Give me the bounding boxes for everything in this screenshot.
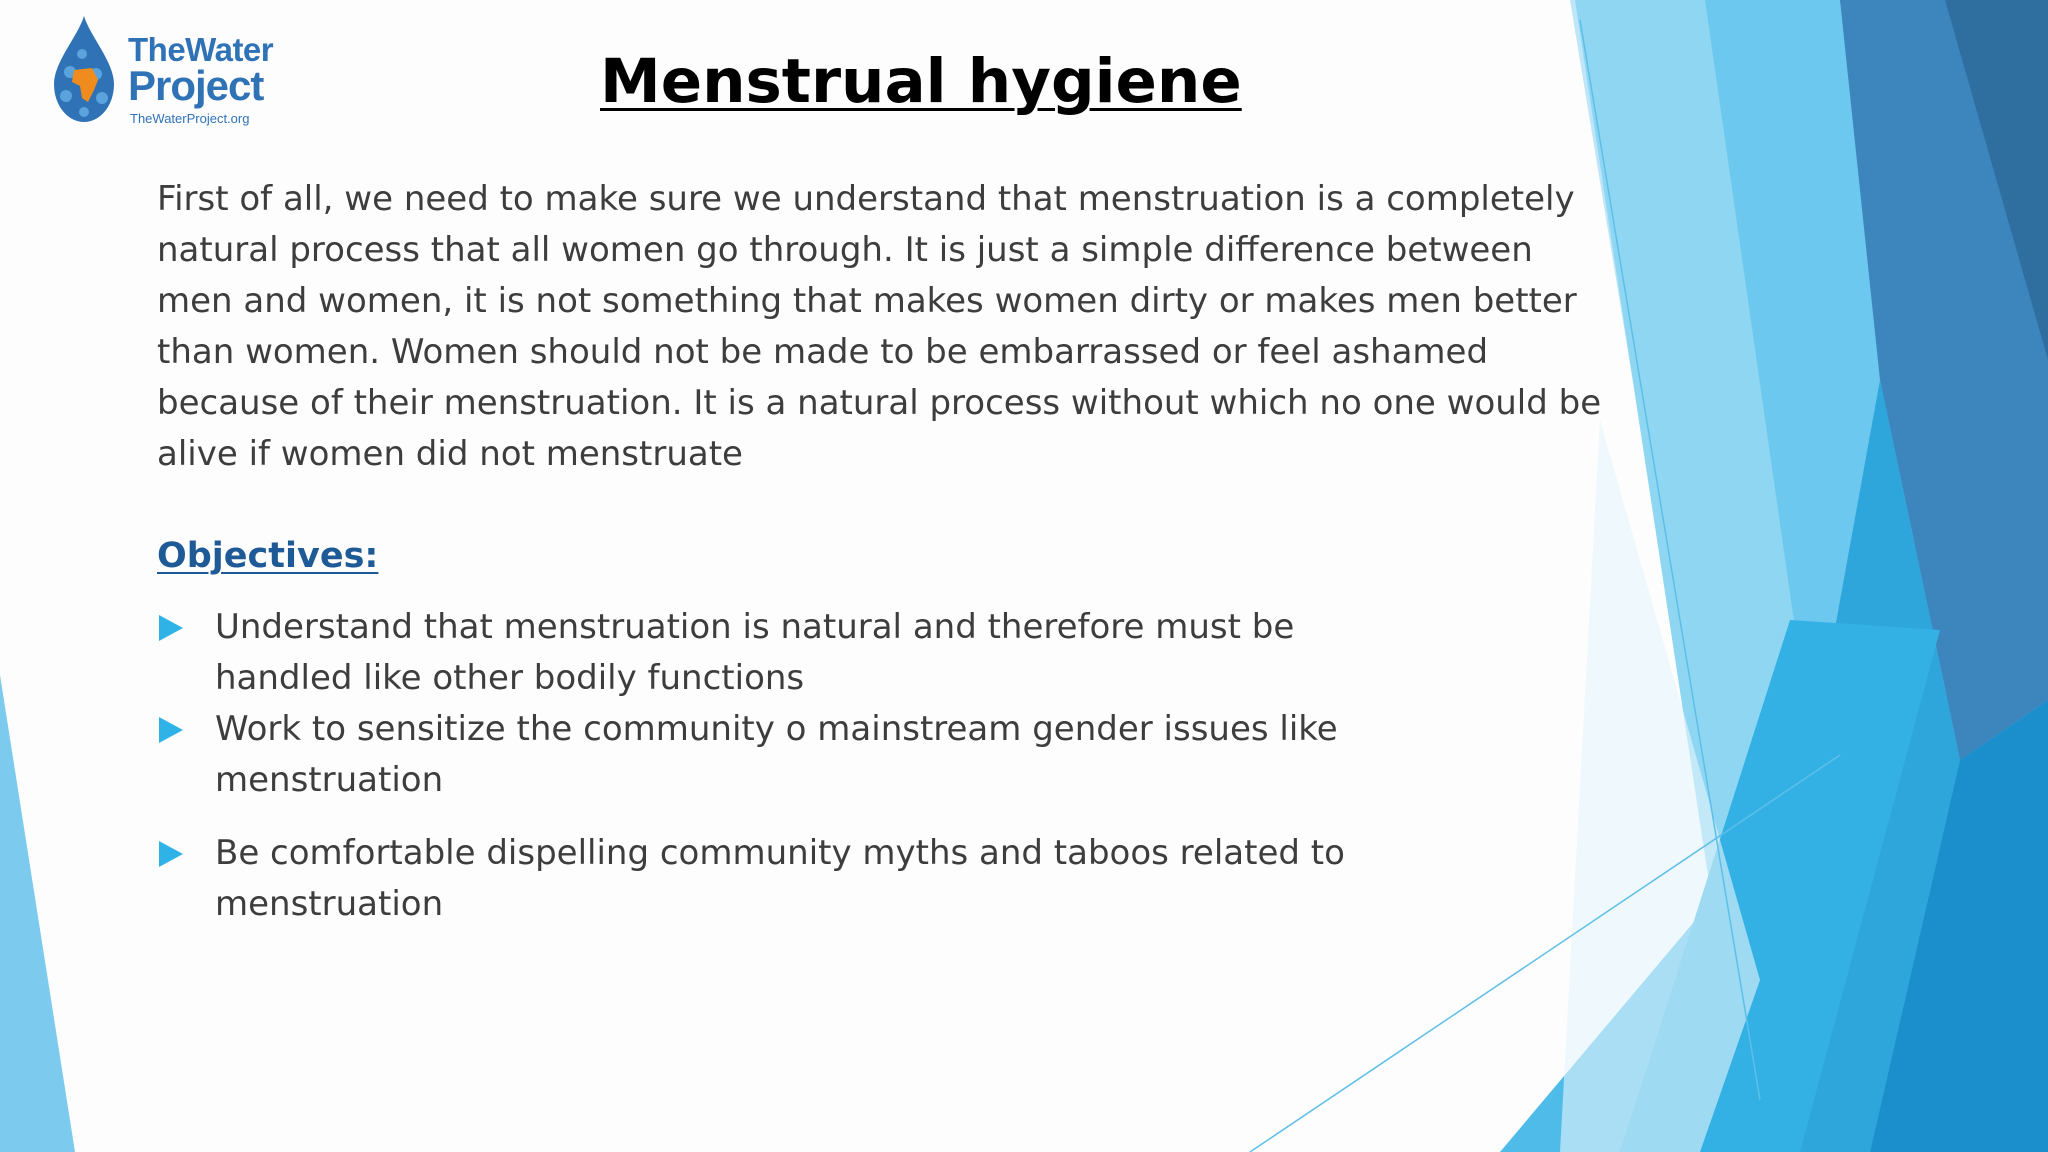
slide-title: Menstrual hygiene bbox=[600, 46, 1242, 117]
objective-text: Work to sensitize the community o mainstream gender issues like menstruation bbox=[215, 709, 1338, 800]
objective-item bbox=[157, 704, 1417, 806]
logo-name-line2: Project bbox=[128, 62, 264, 109]
triangle-right-icon bbox=[159, 615, 183, 641]
objective-item bbox=[157, 828, 1417, 930]
left-facet bbox=[0, 675, 75, 1152]
objective-item bbox=[157, 602, 1417, 704]
intro-paragraph: First of all, we need to make sure we understand that menstruation is a completely natural process that all women go through. It is just a simple difference between men and women, it is not something that makes women dirty or makes men better than women. Women should not be made to be embarrassed or feel ashamed because of their menstruation. It is a natural process without which no one would be alive if women did not menstruate bbox=[157, 179, 1602, 474]
logo-url: TheWaterProject.org bbox=[130, 111, 250, 126]
triangle-right-icon bbox=[159, 717, 183, 743]
triangle-right-icon bbox=[159, 841, 183, 867]
objectives-list bbox=[157, 602, 1417, 930]
logo bbox=[48, 14, 278, 129]
objective-text: Understand that menstruation is natural and therefore must be handled like other bodily functions bbox=[215, 607, 1295, 698]
objective-text: Be comfortable dispelling community myths and taboos related to menstruation bbox=[215, 833, 1345, 924]
objectives-heading: Objectives: bbox=[157, 536, 379, 576]
water-drop-africa-icon bbox=[48, 14, 120, 124]
logo-name-line1: TheWater bbox=[128, 31, 274, 68]
